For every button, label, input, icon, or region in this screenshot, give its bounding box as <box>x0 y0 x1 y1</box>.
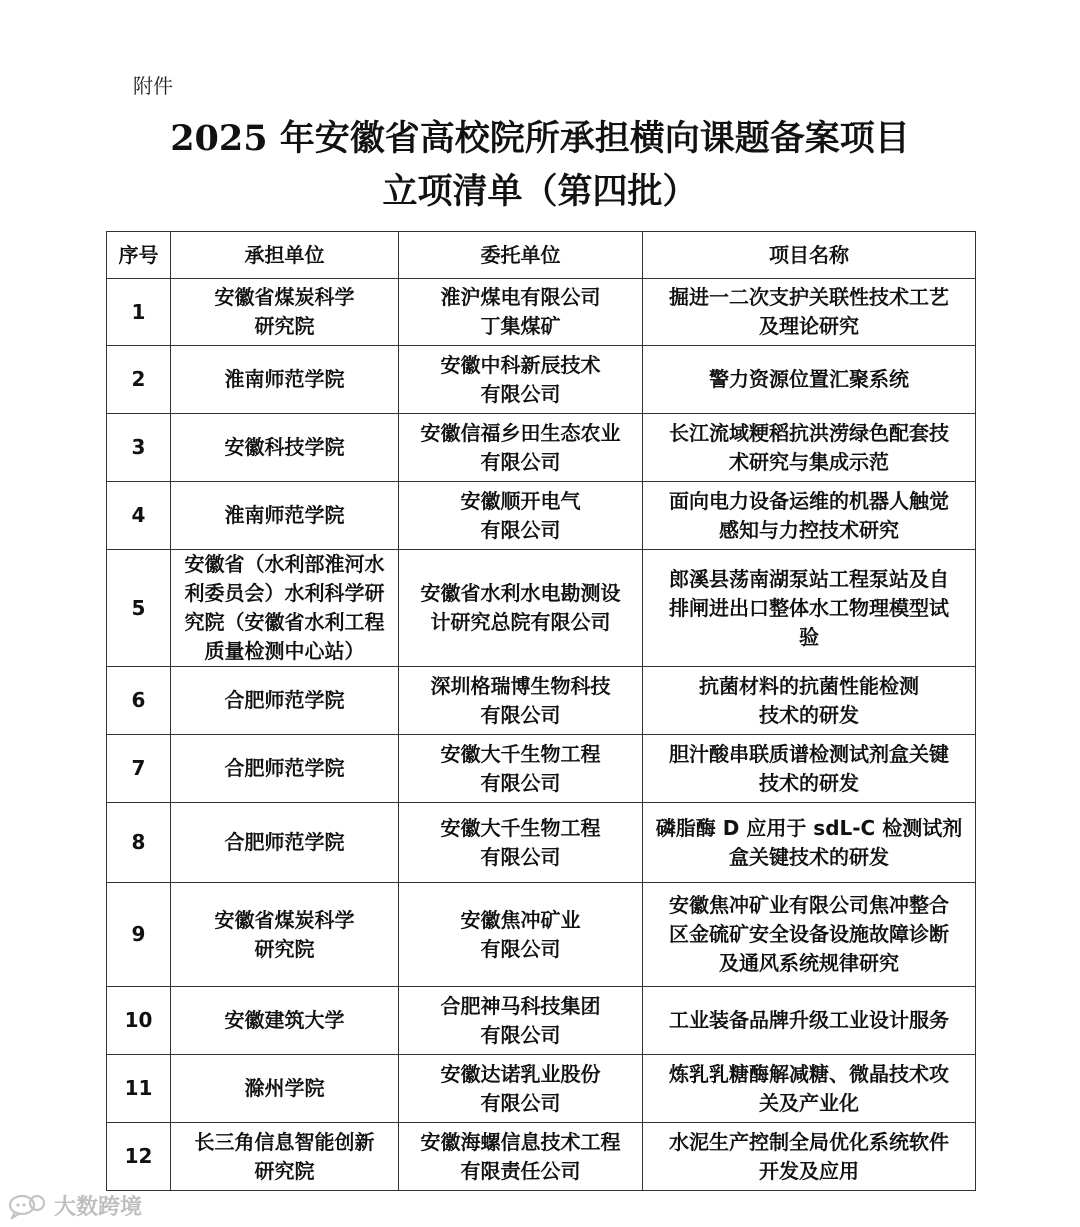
title-line-2: 立项清单（第四批） <box>382 171 698 212</box>
cell-line: 郎溪县荡南湖泵站工程泵站及自 <box>669 566 949 591</box>
cell-line: 丁集煤矿 <box>480 314 561 338</box>
cell-line: 有限公司 <box>480 381 561 406</box>
cell-undertaking-unit <box>171 987 399 1055</box>
cell-project-name <box>643 550 976 667</box>
cell-undertaking-unit <box>171 482 399 550</box>
cell-serial-number: 9 <box>107 883 171 987</box>
table-row <box>107 1123 976 1191</box>
cell-project-name <box>643 1123 976 1191</box>
cell-line: 技术的研发 <box>759 702 859 727</box>
cell-undertaking-unit <box>171 1123 399 1191</box>
cell-line: 掘进一二次支护关联性技术工艺 <box>669 285 949 309</box>
cell-line: 长江流域粳稻抗洪涝绿色配套技 <box>669 420 949 445</box>
cell-line: 安徽大千生物工程 <box>440 741 601 766</box>
cell-client-unit <box>399 1123 643 1191</box>
cell-line: 区金硫矿安全设备设施故障诊断 <box>669 922 949 946</box>
header-undertaking-unit: 承担单位 <box>171 232 399 279</box>
table-header-row <box>107 232 976 279</box>
cell-line: 验 <box>799 624 819 649</box>
cell-line: 滁州学院 <box>244 1076 325 1100</box>
cell-project-name <box>643 883 976 987</box>
cell-project-name <box>643 803 976 883</box>
cell-line: 研究院 <box>254 314 315 338</box>
table-row <box>107 803 976 883</box>
cell-serial-number: 5 <box>107 550 171 667</box>
cell-line: 感知与力控技术研究 <box>719 517 899 542</box>
cell-line: 及理论研究 <box>759 314 859 338</box>
cell-project-name <box>643 346 976 414</box>
cell-line: 胆汁酸串联质谱检测试剂盒关键 <box>669 741 949 766</box>
cell-line: 盒关键技术的研发 <box>729 844 889 869</box>
cell-serial-number: 4 <box>107 482 171 550</box>
cell-serial-number: 3 <box>107 414 171 482</box>
cell-line: 开发及应用 <box>759 1158 859 1183</box>
cell-line: 安徽建筑大学 <box>224 1008 345 1032</box>
cell-line: 安徽达诺乳业股份 <box>440 1061 601 1086</box>
cell-line: 安徽省水利水电勘测设 <box>420 581 621 605</box>
cell-undertaking-unit <box>171 346 399 414</box>
cell-line: 淮南师范学院 <box>224 367 345 391</box>
attachment-label: 附件 <box>133 74 173 98</box>
table-body <box>107 279 976 1191</box>
cell-serial-number: 11 <box>107 1055 171 1123</box>
cell-undertaking-unit <box>171 735 399 803</box>
cell-undertaking-unit <box>171 550 399 667</box>
cell-line: 水泥生产控制全局优化系统软件 <box>669 1129 949 1154</box>
cell-line: 利委员会）水利科学研 <box>184 581 385 605</box>
cell-line: 有限公司 <box>480 449 561 474</box>
cell-line: 磷脂酶 D 应用于 sdL-C 检测试剂 <box>655 815 963 840</box>
cell-line: 质量检测中心站） <box>204 639 365 663</box>
chat-bubble-logo-icon <box>8 1193 48 1219</box>
cell-line: 计研究总院有限公司 <box>430 610 611 634</box>
cell-line: 及通风系统规律研究 <box>719 951 899 975</box>
cell-project-name <box>643 279 976 346</box>
cell-project-name <box>643 414 976 482</box>
table-row <box>107 414 976 482</box>
title-line-1: 2025 年安徽省高校院所承担横向课题备案项目 <box>170 118 910 159</box>
cell-line: 安徽焦冲矿业有限公司焦冲整合 <box>669 893 949 917</box>
cell-line: 排闸进出口整体水工物理模型试 <box>669 595 949 620</box>
cell-client-unit <box>399 803 643 883</box>
cell-line: 安徽科技学院 <box>224 435 345 459</box>
cell-line: 安徽省（水利部淮河水 <box>184 552 385 576</box>
cell-line: 安徽省煤炭科学 <box>214 285 355 309</box>
cell-undertaking-unit <box>171 667 399 735</box>
cell-project-name <box>643 735 976 803</box>
cell-line: 有限公司 <box>480 702 561 727</box>
cell-client-unit <box>399 482 643 550</box>
cell-line: 合肥师范学院 <box>224 688 345 712</box>
cell-project-name <box>643 987 976 1055</box>
cell-line: 安徽中科新辰技术 <box>440 352 601 377</box>
watermark-text: 大数跨境 <box>54 1195 143 1220</box>
cell-client-unit <box>399 987 643 1055</box>
page-title <box>0 112 1080 218</box>
watermark <box>8 1190 142 1221</box>
cell-line: 淮沪煤电有限公司 <box>440 285 601 309</box>
cell-client-unit <box>399 883 643 987</box>
cell-line: 有限公司 <box>480 936 561 961</box>
cell-undertaking-unit <box>171 1055 399 1123</box>
cell-undertaking-unit <box>171 803 399 883</box>
cell-line: 合肥师范学院 <box>224 830 345 854</box>
table-row <box>107 883 976 987</box>
cell-line: 安徽海螺信息技术工程 <box>420 1129 621 1154</box>
cell-line: 有限公司 <box>480 770 561 795</box>
cell-line: 深圳格瑞博生物科技 <box>430 673 611 698</box>
cell-undertaking-unit <box>171 883 399 987</box>
cell-line: 有限公司 <box>480 1090 561 1115</box>
cell-line: 合肥神马科技集团 <box>440 993 601 1018</box>
cell-line: 究院（安徽省水利工程 <box>184 610 385 634</box>
table-row <box>107 735 976 803</box>
table-row <box>107 346 976 414</box>
cell-line: 抗菌材料的抗菌性能检测 <box>699 673 919 698</box>
cell-serial-number: 2 <box>107 346 171 414</box>
cell-serial-number: 1 <box>107 279 171 346</box>
cell-undertaking-unit <box>171 414 399 482</box>
cell-line: 长三角信息智能创新 <box>194 1129 375 1154</box>
table-row <box>107 279 976 346</box>
cell-project-name <box>643 1055 976 1123</box>
cell-line: 安徽焦冲矿业 <box>460 907 581 932</box>
table-row <box>107 482 976 550</box>
project-list-table <box>106 231 976 1191</box>
cell-line: 有限公司 <box>480 1022 561 1047</box>
cell-line: 有限公司 <box>480 844 561 869</box>
cell-line: 安徽大千生物工程 <box>440 815 601 840</box>
table-row <box>107 550 976 667</box>
cell-serial-number: 12 <box>107 1123 171 1191</box>
cell-line: 安徽省煤炭科学 <box>214 907 355 932</box>
cell-line: 炼乳乳糖酶解减糖、微晶技术攻 <box>669 1061 949 1086</box>
table-row <box>107 987 976 1055</box>
cell-line: 有限责任公司 <box>460 1158 581 1183</box>
cell-serial-number: 6 <box>107 667 171 735</box>
cell-serial-number: 8 <box>107 803 171 883</box>
cell-line: 安徽信福乡田生态农业 <box>420 420 621 445</box>
cell-client-unit <box>399 735 643 803</box>
cell-line: 关及产业化 <box>759 1090 859 1115</box>
cell-line: 术研究与集成示范 <box>729 449 889 474</box>
cell-project-name <box>643 482 976 550</box>
cell-client-unit <box>399 1055 643 1123</box>
cell-client-unit <box>399 346 643 414</box>
cell-serial-number: 10 <box>107 987 171 1055</box>
cell-project-name <box>643 667 976 735</box>
cell-line: 淮南师范学院 <box>224 503 345 527</box>
cell-line: 合肥师范学院 <box>224 756 345 780</box>
header-project-name: 项目名称 <box>643 232 976 279</box>
cell-line: 工业装备品牌升级工业设计服务 <box>669 1008 949 1032</box>
cell-line: 研究院 <box>254 1158 315 1183</box>
cell-line: 研究院 <box>254 936 315 961</box>
cell-line: 技术的研发 <box>759 770 859 795</box>
cell-line: 面向电力设备运维的机器人触觉 <box>669 488 949 513</box>
cell-line: 安徽顺开电气 <box>460 488 581 513</box>
cell-client-unit <box>399 279 643 346</box>
table-row <box>107 1055 976 1123</box>
cell-client-unit <box>399 550 643 667</box>
header-serial-number: 序号 <box>107 232 171 279</box>
cell-client-unit <box>399 667 643 735</box>
table-row <box>107 667 976 735</box>
cell-serial-number: 7 <box>107 735 171 803</box>
cell-undertaking-unit <box>171 279 399 346</box>
cell-client-unit <box>399 414 643 482</box>
cell-line: 警力资源位置汇聚系统 <box>709 367 909 391</box>
cell-line: 有限公司 <box>480 517 561 542</box>
header-client-unit: 委托单位 <box>399 232 643 279</box>
